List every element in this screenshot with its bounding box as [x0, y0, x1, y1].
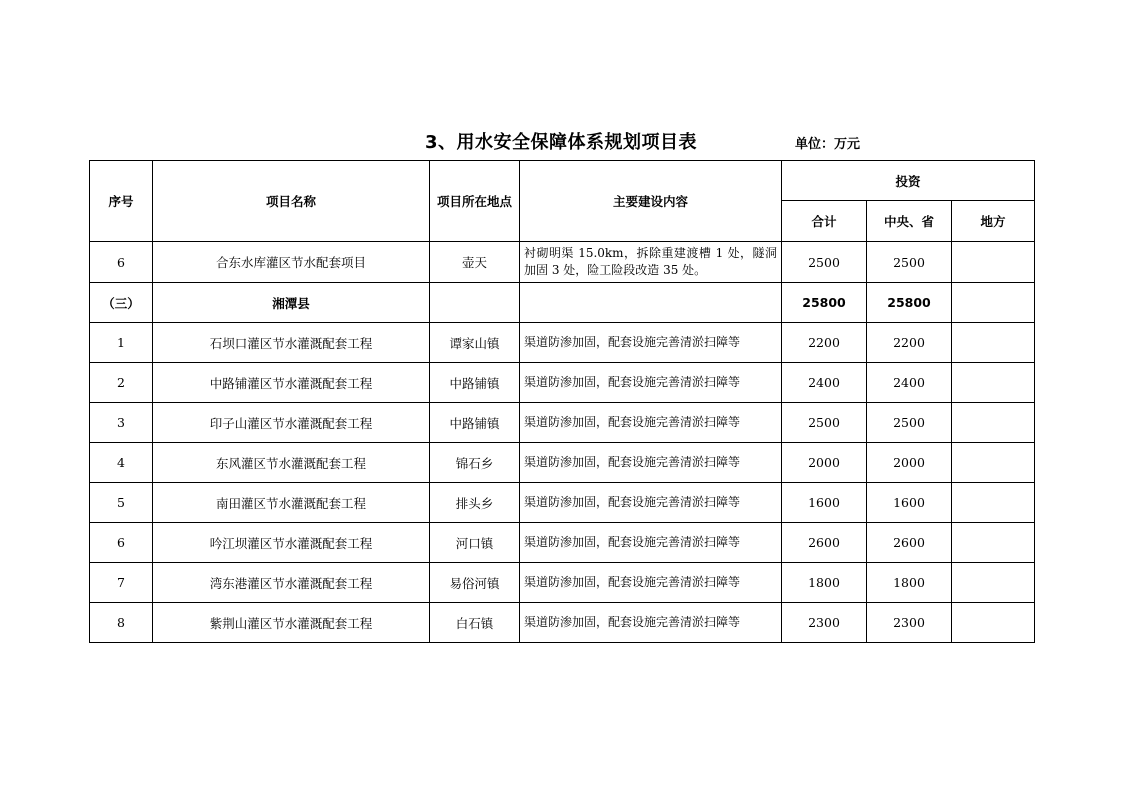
table-row	[90, 603, 1035, 643]
cell-no: 8	[90, 603, 153, 643]
header-name: 项目名称	[153, 161, 430, 242]
cell-central: 2600	[867, 523, 952, 563]
cell-central: 2300	[867, 603, 952, 643]
cell-no: 1	[90, 323, 153, 363]
cell-total: 25800	[782, 283, 867, 323]
table-row	[90, 523, 1035, 563]
header-location: 项目所在地点	[430, 161, 520, 242]
cell-no: 7	[90, 563, 153, 603]
cell-location: 易俗河镇	[430, 563, 520, 603]
cell-name: 吟江坝灌区节水灌溉配套工程	[153, 523, 430, 563]
cell-no: 2	[90, 363, 153, 403]
header-content: 主要建设内容	[520, 161, 782, 242]
table-row	[90, 443, 1035, 483]
cell-total: 2500	[782, 242, 867, 283]
cell-central: 25800	[867, 283, 952, 323]
table-row	[90, 242, 1035, 283]
cell-name: 印子山灌区节水灌溉配套工程	[153, 403, 430, 443]
cell-no: 5	[90, 483, 153, 523]
cell-content: 渠道防渗加固，配套设施完善清淤扫障等	[520, 403, 782, 443]
cell-location	[430, 283, 520, 323]
cell-central: 2400	[867, 363, 952, 403]
cell-total: 2600	[782, 523, 867, 563]
cell-local	[952, 403, 1035, 443]
cell-no: （三）	[90, 283, 153, 323]
table-row	[90, 483, 1035, 523]
cell-total: 2300	[782, 603, 867, 643]
cell-content: 渠道防渗加固，配套设施完善清淤扫障等	[520, 443, 782, 483]
cell-name: 东风灌区节水灌溉配套工程	[153, 443, 430, 483]
cell-content: 衬砌明渠 15.0km，拆除重建渡槽 1 处，隧洞加固 3 处，险工险段改造 35 处。	[520, 242, 782, 283]
cell-local	[952, 523, 1035, 563]
cell-location: 壶天	[430, 242, 520, 283]
cell-central: 2000	[867, 443, 952, 483]
cell-location: 中路铺镇	[430, 403, 520, 443]
cell-location: 谭家山镇	[430, 323, 520, 363]
cell-location: 中路铺镇	[430, 363, 520, 403]
cell-local	[952, 603, 1035, 643]
cell-name: 合东水库灌区节水配套项目	[153, 242, 430, 283]
cell-total: 2500	[782, 403, 867, 443]
cell-central: 2500	[867, 403, 952, 443]
cell-name: 湘潭县	[153, 283, 430, 323]
cell-name: 中路铺灌区节水灌溉配套工程	[153, 363, 430, 403]
cell-total: 2400	[782, 363, 867, 403]
cell-total: 2000	[782, 443, 867, 483]
cell-local	[952, 323, 1035, 363]
cell-name: 紫荆山灌区节水灌溉配套工程	[153, 603, 430, 643]
cell-content	[520, 283, 782, 323]
cell-location: 河口镇	[430, 523, 520, 563]
page-title: 3、用水安全保障体系规划项目表	[425, 132, 698, 153]
cell-content: 渠道防渗加固，配套设施完善清淤扫障等	[520, 363, 782, 403]
table-row	[90, 363, 1035, 403]
header-local: 地方	[952, 201, 1035, 242]
cell-local	[952, 363, 1035, 403]
cell-content: 渠道防渗加固，配套设施完善清淤扫障等	[520, 523, 782, 563]
unit-label: 单位：万元	[795, 137, 861, 152]
cell-local	[952, 283, 1035, 323]
table-row	[90, 323, 1035, 363]
header-central: 中央、省	[867, 201, 952, 242]
cell-location: 白石镇	[430, 603, 520, 643]
cell-no: 6	[90, 523, 153, 563]
table-row	[90, 403, 1035, 443]
header-investment: 投资	[782, 161, 1035, 201]
project-table	[89, 160, 1035, 643]
cell-content: 渠道防渗加固，配套设施完善清淤扫障等	[520, 483, 782, 523]
cell-local	[952, 242, 1035, 283]
cell-total: 1600	[782, 483, 867, 523]
cell-central: 1600	[867, 483, 952, 523]
cell-name: 石坝口灌区节水灌溉配套工程	[153, 323, 430, 363]
header-no: 序号	[90, 161, 153, 242]
cell-name: 南田灌区节水灌溉配套工程	[153, 483, 430, 523]
cell-name: 湾东港灌区节水灌溉配套工程	[153, 563, 430, 603]
cell-central: 1800	[867, 563, 952, 603]
cell-central: 2500	[867, 242, 952, 283]
cell-local	[952, 483, 1035, 523]
cell-total: 1800	[782, 563, 867, 603]
cell-no: 6	[90, 242, 153, 283]
cell-no: 3	[90, 403, 153, 443]
header-total: 合计	[782, 201, 867, 242]
table-row-subtotal	[90, 283, 1035, 323]
cell-local	[952, 443, 1035, 483]
cell-local	[952, 563, 1035, 603]
cell-total: 2200	[782, 323, 867, 363]
cell-content: 渠道防渗加固，配套设施完善清淤扫障等	[520, 563, 782, 603]
cell-no: 4	[90, 443, 153, 483]
table-row	[90, 563, 1035, 603]
cell-location: 排头乡	[430, 483, 520, 523]
cell-content: 渠道防渗加固，配套设施完善清淤扫障等	[520, 603, 782, 643]
cell-content: 渠道防渗加固，配套设施完善清淤扫障等	[520, 323, 782, 363]
cell-location: 锦石乡	[430, 443, 520, 483]
cell-central: 2200	[867, 323, 952, 363]
